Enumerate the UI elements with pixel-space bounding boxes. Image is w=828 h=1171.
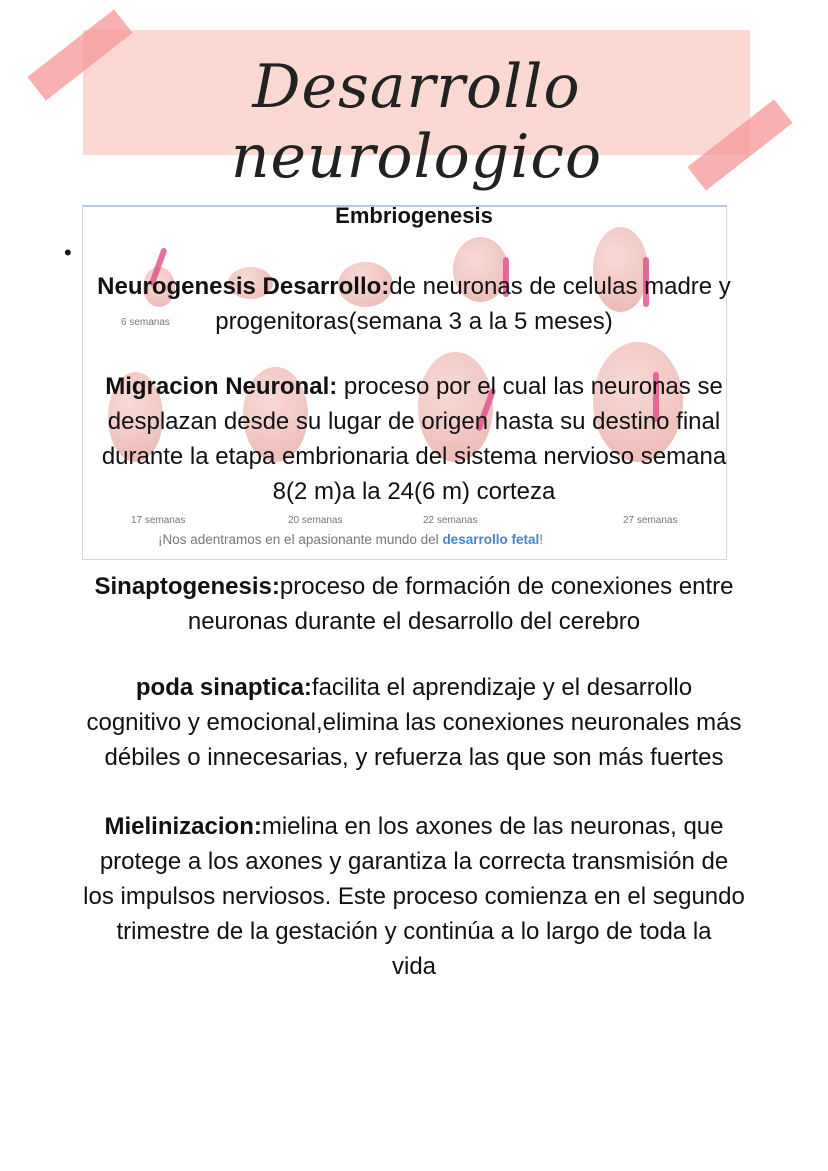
caption-text: ! bbox=[539, 532, 543, 547]
week-label: 17 semanas bbox=[131, 515, 186, 526]
week-label: 20 semanas bbox=[288, 515, 343, 526]
section-line: neuronas durante el desarrollo del cerebro bbox=[187, 608, 641, 635]
figure-heading: Embriogenesis bbox=[335, 203, 493, 228]
section-poda-sinaptica bbox=[0, 670, 828, 775]
section-line: protege a los axones y garantiza la correcta transmisión de bbox=[99, 848, 729, 875]
week-label: 22 semanas bbox=[423, 515, 478, 526]
section-line: facilita el aprendizaje y el desarrollo bbox=[311, 674, 693, 701]
section-line: 8(2 m)a la 24(6 m) corteza bbox=[272, 478, 556, 505]
section-sinaptogenesis bbox=[0, 569, 828, 639]
section-line: mielina en los axones de las neuronas, que bbox=[261, 813, 724, 840]
bullet: • bbox=[64, 240, 72, 265]
section-term: Sinaptogenesis: bbox=[94, 573, 280, 600]
section-mielinizacion bbox=[0, 809, 828, 984]
section-migracion bbox=[0, 369, 828, 509]
section-neurogenesis bbox=[0, 269, 828, 339]
section-line: los impulsos nerviosos. Este proceso comienza en el segundo bbox=[83, 883, 745, 910]
section-line: desplazan desde su lugar de origen hasta su destino final bbox=[107, 408, 721, 435]
caption-highlight: desarrollo fetal bbox=[442, 532, 540, 547]
section-line: cognitivo y emocional,elimina las conexiones neuronales más bbox=[86, 709, 742, 736]
section-line: durante la etapa embrionaria del sistema nervioso semana bbox=[101, 443, 727, 470]
section-line: proceso por el cual las neuronas se bbox=[337, 373, 723, 400]
section-line: progenitoras(semana 3 a la 5 meses) bbox=[215, 308, 613, 335]
section-line: vida bbox=[391, 953, 437, 980]
section-line: proceso de formación de conexiones entre bbox=[279, 573, 734, 600]
week-label: 6 semanas bbox=[121, 317, 170, 328]
section-line: débiles o innecesarias, y refuerza las que son más fuertes bbox=[104, 744, 724, 771]
week-label: 27 semanas bbox=[623, 515, 678, 526]
figure-caption bbox=[158, 532, 543, 547]
caption-text: ¡Nos adentramos en el apasionante mundo del bbox=[158, 532, 443, 547]
section-term: Neurogenesis Desarrollo: bbox=[97, 273, 390, 300]
section-term: poda sinaptica: bbox=[135, 674, 312, 701]
section-term: Migracion Neuronal: bbox=[105, 373, 338, 400]
section-line: de neuronas de celulas madre y bbox=[389, 273, 731, 300]
page-title: Desarrollo neurologico bbox=[230, 52, 603, 192]
section-term: Mielinizacion: bbox=[104, 813, 262, 840]
section-line: trimestre de la gestación y continúa a lo largo de toda la bbox=[116, 918, 712, 945]
title-banner bbox=[83, 30, 750, 192]
